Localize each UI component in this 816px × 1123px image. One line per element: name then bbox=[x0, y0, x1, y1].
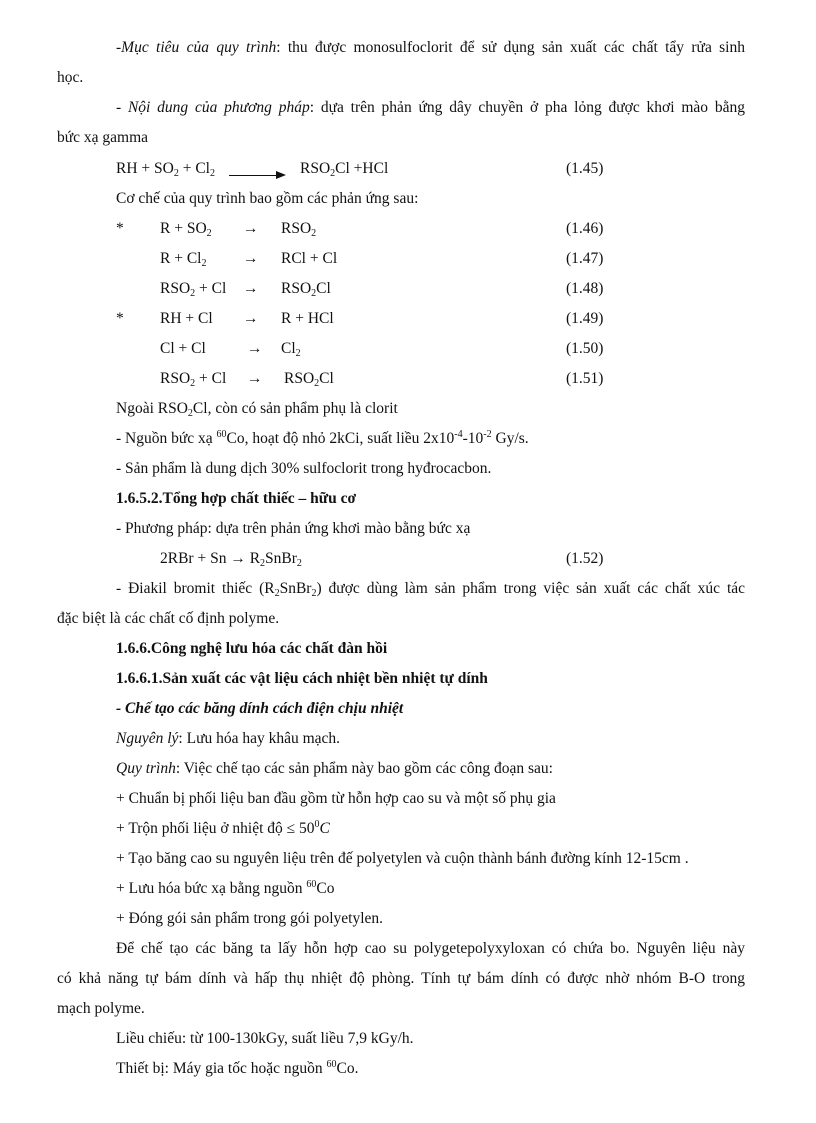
process-line: Quy trình: Việc chế tạo các sản phẩm này bao gồm các công đoạn sau: bbox=[116, 760, 553, 777]
section-heading-1-6-5-2: 1.6.5.2.Tổng hợp chất thiếc – hữu cơ bbox=[116, 490, 357, 507]
reaction-star: * bbox=[116, 310, 124, 327]
final-para-line-2: có khả năng tự bám dính và hấp thụ nhiệt độ phòng. Tính tự bám dính có được nhờ nhóm B-O trong bbox=[57, 970, 745, 987]
step-3: + Tạo băng cao su nguyên liệu trên đế polyetylen và cuộn thành bánh đường kính 12-15cm . bbox=[116, 850, 689, 867]
arrow-head-icon bbox=[276, 171, 286, 179]
reaction-lhs: $R + Cl_2$ bbox=[160, 250, 207, 269]
dialkyl-line: - Điakil bromit thiếc $(R_2SnBr_2)$ được dùng làm sản phẩm trong việc sản xuất các chất xúc tác bbox=[116, 580, 746, 599]
equation-1-45-rhs: $RSO_2Cl +HCl$ bbox=[300, 160, 389, 179]
reaction-arrow-icon: → bbox=[247, 340, 263, 357]
step-2: + Trộn phối liệu ở nhiệt độ ≤ $50^0C$ bbox=[116, 819, 330, 837]
final-para-line-3: mạch polyme. bbox=[57, 1000, 145, 1017]
equation-1-45-lhs: RH + $SO_2 + Cl_2$ bbox=[116, 160, 215, 179]
dialkyl-line-cont: đặc biệt là các chất cố định polyme. bbox=[57, 610, 280, 627]
dose-line: Liều chiếu: từ 100-130kGy, suất liều 7,9 kGy/h. bbox=[116, 1030, 414, 1047]
principle-line: Nguyên lý: Lưu hóa hay khâu mạch. bbox=[116, 730, 341, 747]
reaction-rhs: $RSO_2Cl$ bbox=[281, 280, 331, 299]
content-line-cont: bức xạ gamma bbox=[57, 129, 149, 146]
equation-number: (1.49) bbox=[566, 310, 604, 327]
final-para-line-1: Để chế tạo các băng ta lấy hỗn hợp cao su polygetepolyxyloxan có chứa bo. Nguyên liệu này bbox=[116, 940, 745, 957]
step-4: + Lưu hóa bức xạ bằng nguồn $^{60}$Co bbox=[116, 879, 335, 897]
reaction-arrow-icon: → bbox=[243, 220, 259, 237]
reaction-arrow-icon: → bbox=[247, 370, 263, 387]
reaction-lhs: $RSO_2 + Cl$ bbox=[160, 370, 227, 389]
reaction-rhs: $RSO_2$ bbox=[281, 220, 317, 239]
reaction-lhs: Cl + Cl bbox=[160, 340, 206, 357]
reaction-rhs: $RSO_2Cl$ bbox=[284, 370, 334, 389]
step-1: + Chuẩn bị phối liệu ban đầu gồm từ hỗn hợp cao su và một số phụ gia bbox=[116, 790, 556, 807]
reaction-arrow-icon: → bbox=[243, 280, 259, 297]
equation-number: (1.46) bbox=[566, 220, 604, 237]
reaction-arrow-icon: → bbox=[243, 310, 259, 327]
equation-number: (1.48) bbox=[566, 280, 604, 297]
product-line: - Sản phẩm là dung dịch 30% sulfoclorit trong hyđrocacbon. bbox=[116, 460, 492, 477]
reaction-rhs: R + HCl bbox=[281, 310, 334, 327]
section-heading-1-6-6: 1.6.6.Công nghệ lưu hóa các chất đàn hồi bbox=[116, 640, 388, 657]
reaction-lhs: $R + SO_2$ bbox=[160, 220, 212, 239]
reaction-lhs: $RSO_2 + Cl$ bbox=[160, 280, 227, 299]
step-5: + Đóng gói sản phẩm trong gói polyetylen. bbox=[116, 910, 384, 927]
reaction-rhs: RCl + Cl bbox=[281, 250, 338, 267]
equation-number: (1.47) bbox=[566, 250, 604, 267]
section-heading-1-6-6-1: 1.6.6.1.Sản xuất các vật liệu cách nhiệt bền nhiệt tự dính bbox=[116, 670, 488, 687]
byproduct-line: Ngoài $RSO_2Cl$, còn có sản phẩm phụ là clorit bbox=[116, 400, 398, 419]
goal-line-cont: học. bbox=[57, 69, 84, 86]
equipment-line: Thiết bị: Máy gia tốc hoặc nguồn $^{60}$Co. bbox=[116, 1059, 359, 1077]
source-line: - Nguồn bức xạ $^{60}$Co, hoạt độ nhỏ 2kCi, suất liều $2x10^{-4}-10^{-2}$ Gy/s. bbox=[116, 429, 529, 447]
subheading-tape: - Chế tạo các băng dính cách điện chịu nhiệt bbox=[116, 700, 404, 717]
equation-number: (1.51) bbox=[566, 370, 604, 387]
reaction-lhs: RH + Cl bbox=[160, 310, 213, 327]
equation-number: (1.52) bbox=[566, 550, 604, 567]
reaction-star: * bbox=[116, 220, 124, 237]
equation-number: (1.45) bbox=[566, 160, 604, 177]
content-line: - Nội dung của phương pháp: dựa trên phản ứng dây chuyền ở pha lỏng được khơi mào bằng bbox=[116, 99, 745, 116]
reaction-arrow-icon: → bbox=[243, 250, 259, 267]
equation-number: (1.50) bbox=[566, 340, 604, 357]
goal-line: -Mục tiêu của quy trình: thu được monosulfoclorit để sử dụng sản xuất các chất tẩy rửa sinh bbox=[116, 39, 745, 56]
mechanism-intro: Cơ chế của quy trình bao gồm các phản ứng sau: bbox=[116, 190, 419, 207]
reaction-rhs: $Cl_2$ bbox=[281, 340, 301, 359]
long-arrow-icon bbox=[229, 175, 277, 176]
equation-1-52: $2RBr + Sn \to R_2SnBr_2$ bbox=[160, 550, 302, 569]
method-line: - Phương pháp: dựa trên phản ứng khơi mào bằng bức xạ bbox=[116, 520, 471, 537]
